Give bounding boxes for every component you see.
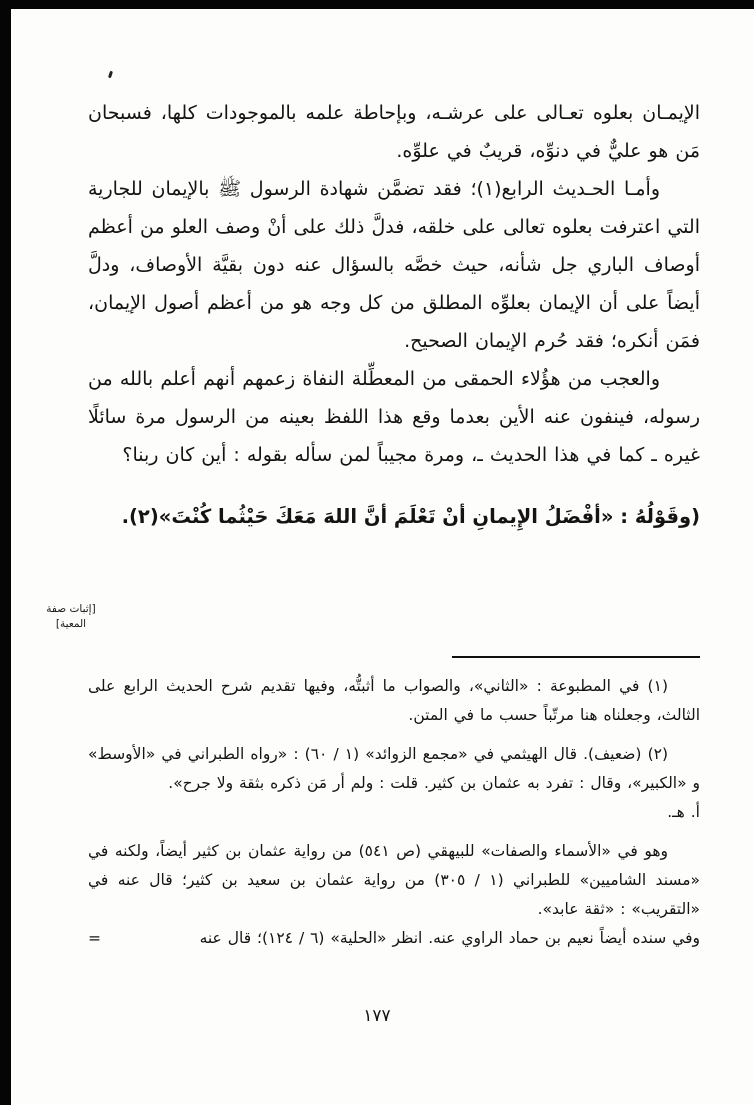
body-paragraph: والعجب من هؤُلاء الحمقى من المعطِّلة النفاة زعمهم أنهم أعلم بالله من رسوله، فينفون عنه الأين بعدما وقع هذا اللفظ بعينه من الرسول مرة سائلًا غيره ـ كما في هذا الحديث ـ، ومرة مجيباً لمن سأله بقوله : أين كان ربنا؟ (88, 368, 700, 466)
scan-edge-left (0, 0, 11, 1105)
scan-artifact (108, 71, 113, 79)
footnote: وهو في «الأسماء والصفات» للبيهقي (ص ٥٤١) من رواية عثمان بن كثير أيضاً، ولكنه في «مسند الشاميين» للطبراني (١ / ٣٠٥) من رواية عثمان بن سعيد بن كثير؛ قال عنه في «التقريب» : «ثقة عابد». (88, 842, 700, 918)
footnote-text: وفي سنده أيضاً نعيم بن حماد الراوي عنه. انظر «الحلية» (٦ / ١٢٤)؛ قال عنه (199, 929, 700, 947)
page-number: ١٧٧ (363, 1006, 391, 1026)
footnote-separator (452, 656, 700, 658)
margin-note (40, 602, 102, 632)
footnote-end-mark: أ. هـ. (667, 803, 700, 821)
footnote (88, 924, 700, 953)
footnote: (٢) (ضعيف). قال الهيثمي في «مجمع الزوائد» (١ / ٦٠) : «رواه الطبراني في «الأوسط» و «الكبير»، وقال : تفرد به عثمان بن كثير. قلت : ولم أر مَن ذكره بثقة ولا جرح». (88, 745, 700, 792)
footnotes-block (88, 672, 700, 953)
margin-note-line: [إثبات صفة (46, 603, 96, 615)
scan-edge-top (0, 0, 754, 9)
margin-note-line: المعية] (55, 618, 87, 630)
body-paragraph: الإيمـان بعلوه تعـالى على عرشـه، وبإحاطة علمه بالموجودات كلها، فسبحان مَن هو عليٌّ في دنوِّه، قريبٌ في علوِّه. (88, 102, 700, 162)
footnote: (١) في المطبوعة : «الثاني»، والصواب ما أثبتُّه، وفيها تقديم شرح الحديث الرابع على الثالث، وجعلناه هنا مرتّباً حسب ما في المتن. (88, 677, 700, 724)
continuation-marker: = (88, 929, 101, 947)
hadith-quote: (وقَوْلُهُ : «أفْضَلُ الإِيمانِ أنْ تَعْلَمَ أنَّ اللهَ مَعَكَ حَيْثُما كُنْتَ»(٢). (121, 505, 700, 528)
body-paragraph: وأمـا الحـديث الرابع(١)؛ فقد تضمَّن شهادة الرسول ﷺ بالإيمان للجارية التي اعترفت بعلوه تعالى على خلقه، فدلَّ ذلك على أنْ وصف العلو من أعظم أوصاف الباري جل شأنه، حيث خصَّه بالسؤال عنه دون بقيَّة الأوصاف، ودلَّ أيضاً على أن الإيمان بعلوِّه المطلق من كل وجه هو من أعظم أصول الإيمان، فمَن أنكره؛ فقد حُرم الإيمان الصحيح. (88, 178, 700, 352)
main-text-block (88, 94, 700, 536)
